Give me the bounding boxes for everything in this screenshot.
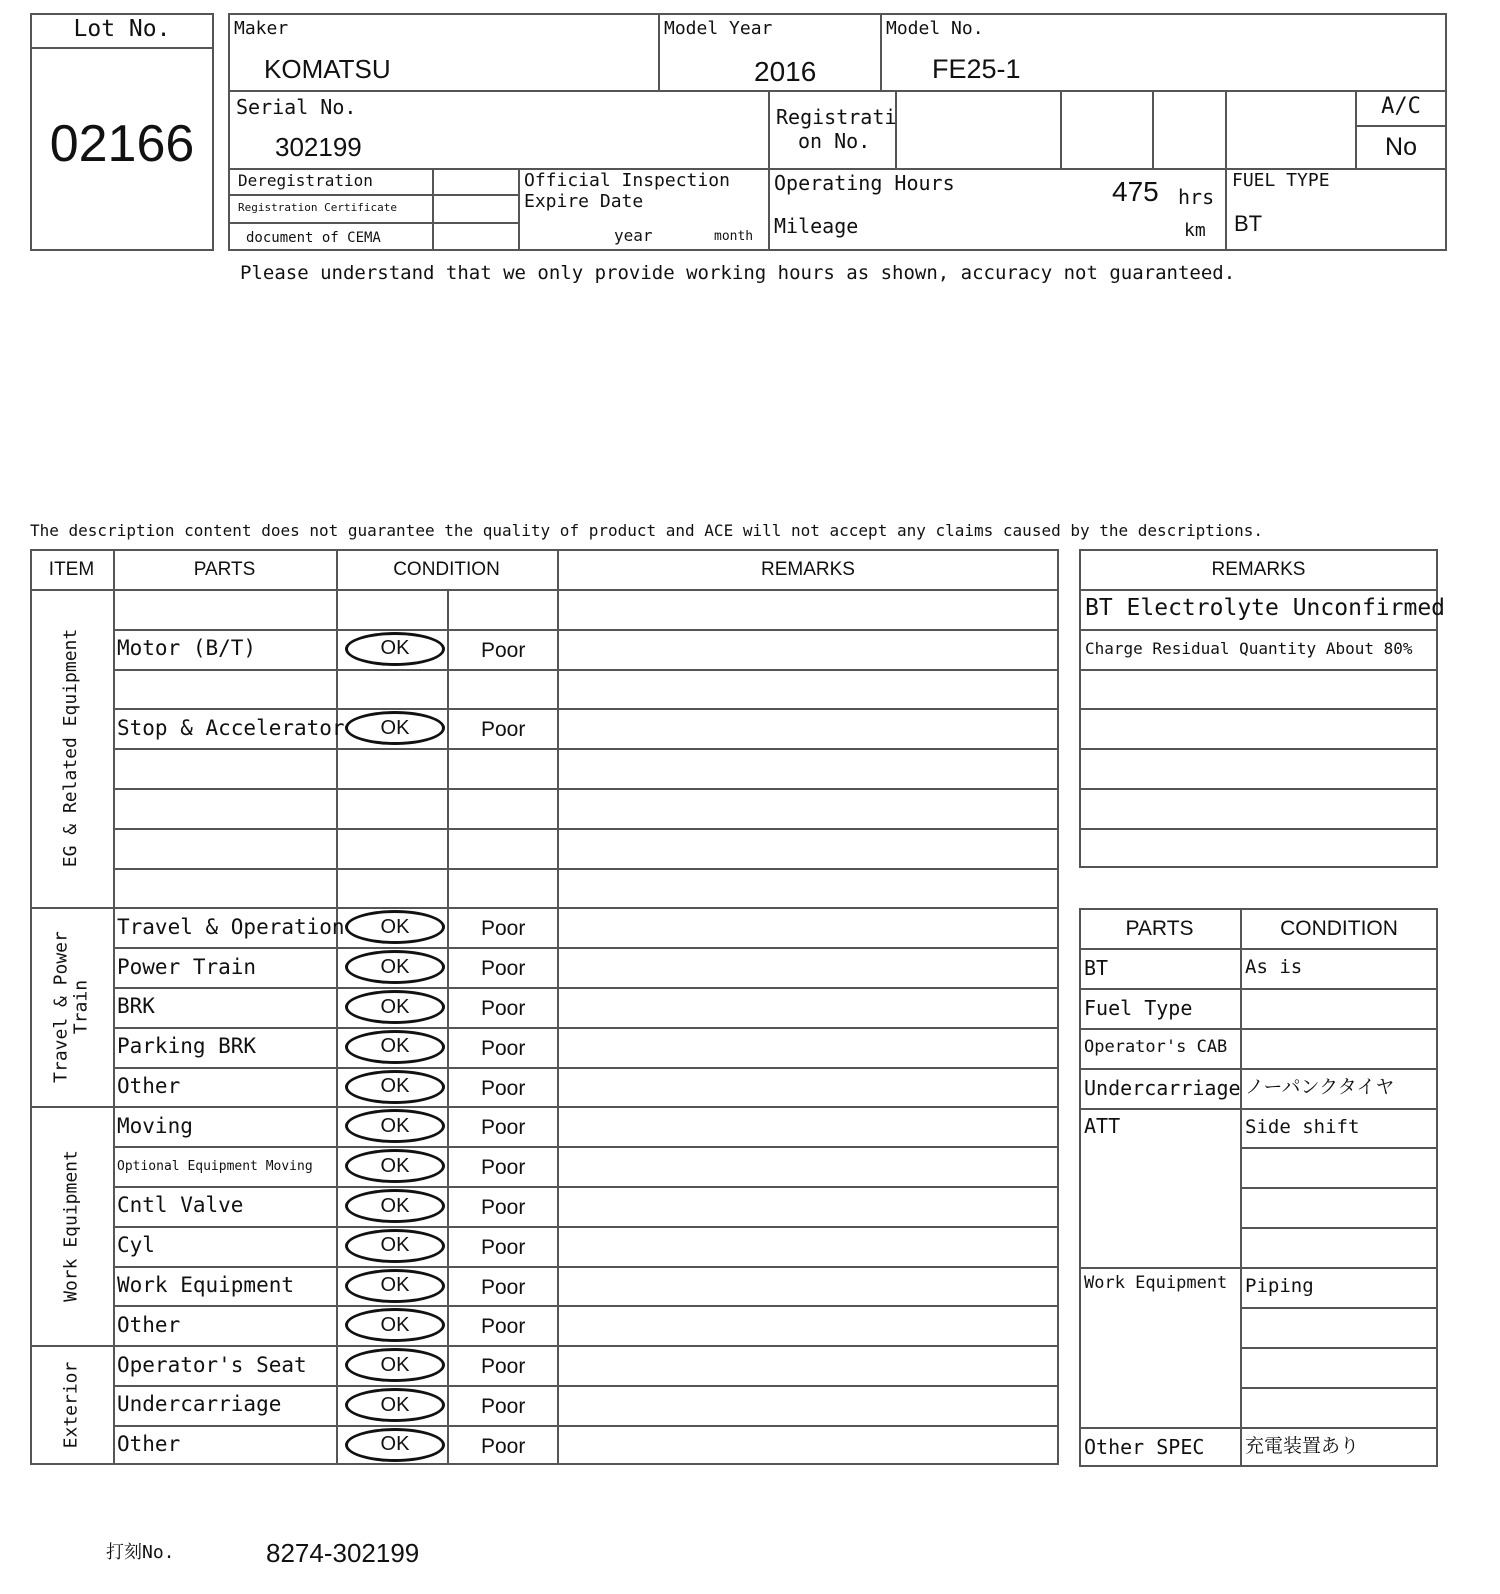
grid-line	[1079, 589, 1438, 591]
ok-rating-circled[interactable]: OK	[345, 990, 445, 1024]
ok-rating-circled[interactable]: OK	[345, 1388, 445, 1422]
spec-part-label: Other SPEC	[1084, 1434, 1205, 1459]
group-label-text: Work Equipment	[60, 1149, 82, 1302]
grid-line	[1240, 1387, 1438, 1389]
ac-value: No	[1385, 133, 1417, 161]
hours-notice: Please understand that we only provide working hours as shown, accuracy not guaranteed.	[240, 262, 1236, 284]
divider	[880, 13, 882, 90]
divider	[30, 47, 214, 49]
spec-condition-value: ノーパンクタイヤ	[1245, 1075, 1395, 1098]
spec-condition-value: 充電装置あり	[1245, 1434, 1360, 1457]
registration-label-2: on No.	[798, 129, 871, 153]
part-name: Operator's Seat	[117, 1352, 307, 1377]
grid-line	[1079, 988, 1438, 990]
spec-part-label: Fuel Type	[1084, 995, 1193, 1020]
part-name: Power Train	[117, 954, 257, 979]
poor-rating[interactable]: Poor	[481, 1156, 526, 1180]
group-label-line: Travel & Power	[50, 931, 72, 1083]
poor-rating[interactable]: Poor	[481, 1116, 526, 1140]
poor-rating[interactable]: Poor	[481, 718, 526, 742]
grid-line	[1240, 1147, 1438, 1149]
fuel-type-label: FUEL TYPE	[1232, 170, 1330, 191]
table-row	[113, 669, 1059, 709]
divider	[1060, 90, 1062, 168]
grid-line	[1079, 669, 1438, 671]
table-row	[113, 987, 1059, 1027]
registration-label-1: Registrati	[776, 105, 897, 129]
grid-line	[1079, 1068, 1438, 1070]
remark-line: Charge Residual Quantity About 80%	[1085, 638, 1413, 658]
maker-label: Maker	[234, 18, 289, 39]
poor-rating[interactable]: Poor	[481, 638, 526, 662]
table-row	[113, 589, 1059, 629]
table-row	[113, 1226, 1059, 1266]
divider	[768, 90, 770, 251]
table-row	[113, 828, 1059, 868]
part-name: Travel & Operation	[117, 914, 345, 939]
lot-label: Lot No.	[73, 16, 171, 42]
divider	[1355, 125, 1447, 127]
table-row	[113, 1067, 1059, 1107]
part-name: Work Equipment	[117, 1273, 295, 1297]
lot-number: 02166	[49, 115, 195, 173]
divider	[658, 13, 660, 90]
ok-rating-circled[interactable]: OK	[345, 950, 445, 984]
cema-label: document of CEMA	[246, 230, 381, 246]
operating-hours-label: Operating Hours	[774, 171, 955, 195]
part-name: Moving	[117, 1113, 193, 1138]
grid-line	[1079, 1427, 1438, 1429]
table-row	[113, 1106, 1059, 1146]
table-row	[113, 1186, 1059, 1226]
fuel-type-value: BT	[1234, 211, 1263, 236]
header-item: ITEM	[48, 559, 95, 580]
group-label	[49, 1345, 93, 1464]
grid-line	[1240, 1347, 1438, 1349]
inspection-label-2: Expire Date	[524, 191, 644, 212]
poor-rating[interactable]: Poor	[481, 1036, 526, 1060]
group-label	[50, 907, 94, 1106]
ok-rating-circled[interactable]: OK	[345, 1428, 445, 1462]
group-label	[50, 589, 94, 907]
ok-rating-circled[interactable]: OK	[345, 1229, 445, 1263]
part-name: Parking BRK	[117, 1034, 257, 1059]
model-no-label: Model No.	[886, 18, 984, 39]
part-name: Optional Equipment Moving	[117, 1158, 313, 1174]
spec-condition-value: Piping	[1245, 1275, 1314, 1298]
group-label	[50, 1106, 94, 1345]
grid-line	[1079, 1108, 1438, 1110]
divider	[432, 168, 434, 251]
table-row	[113, 1305, 1059, 1345]
model-no-value: FE25-1	[932, 54, 1021, 84]
divider	[518, 168, 520, 251]
spec-header-parts: PARTS	[1125, 917, 1194, 940]
model-year-value: 2016	[754, 56, 817, 87]
poor-rating[interactable]: Poor	[481, 1355, 526, 1379]
mileage-unit: km	[1184, 220, 1206, 241]
divider	[895, 90, 897, 168]
registration-certificate-label: Registration Certificate	[238, 201, 397, 214]
stamp-label: 打刻No.	[106, 1542, 175, 1563]
grid-line	[1079, 828, 1438, 830]
deregistration-label: Deregistration	[238, 171, 373, 190]
ok-rating-circled[interactable]: OK	[345, 632, 445, 666]
poor-rating[interactable]: Poor	[481, 997, 526, 1020]
part-name: Motor (B/T)	[117, 636, 257, 661]
grid-line	[1079, 948, 1438, 950]
ok-rating-circled[interactable]: OK	[345, 711, 445, 745]
divider	[228, 194, 518, 196]
grid-line	[1079, 1267, 1438, 1269]
spec-part-label: Undercarriage	[1084, 1075, 1241, 1100]
part-name: Stop & Accelerator	[117, 715, 345, 740]
divider	[228, 90, 1447, 92]
table-row	[113, 748, 1059, 788]
poor-rating[interactable]: Poor	[481, 1275, 526, 1299]
table-row	[113, 788, 1059, 828]
grid-line	[1079, 629, 1438, 631]
ac-label: A/C	[1381, 94, 1421, 119]
poor-rating[interactable]: Poor	[481, 1076, 526, 1100]
spec-condition-value: As is	[1245, 955, 1303, 978]
grid-line	[1079, 748, 1438, 750]
spec-part-label: Operator's CAB	[1084, 1037, 1228, 1058]
part-name: Other	[117, 1074, 181, 1098]
grid-line	[1240, 1227, 1438, 1229]
year-label: year	[614, 226, 653, 245]
operating-hours-value: 475	[1112, 176, 1159, 207]
part-name: Other	[117, 1432, 181, 1457]
mileage-label: Mileage	[774, 214, 859, 238]
spec-part-label: BT	[1084, 955, 1109, 980]
maker-value: KOMATSU	[264, 54, 391, 84]
ok-rating-circled[interactable]: OK	[345, 1149, 445, 1183]
group-label-text: EG & Related Equipment	[60, 628, 82, 868]
poor-rating[interactable]: Poor	[481, 1395, 526, 1418]
ok-rating-circled[interactable]: OK	[345, 1109, 445, 1143]
serial-value: 302199	[275, 132, 362, 162]
part-name: Cyl	[117, 1233, 155, 1258]
divider	[1152, 90, 1154, 168]
part-name: Cntl Valve	[117, 1193, 244, 1218]
part-name: BRK	[117, 994, 155, 1019]
poor-rating[interactable]: Poor	[481, 917, 526, 941]
poor-rating[interactable]: Poor	[481, 1196, 526, 1219]
grid-line	[1079, 788, 1438, 790]
remark-line: BT Electrolyte Unconfirmed	[1085, 595, 1446, 622]
ok-rating-circled[interactable]: OK	[345, 1269, 445, 1303]
header-parts: PARTS	[193, 559, 256, 580]
grid-line	[1240, 1187, 1438, 1189]
remarks-header: REMARKS	[1211, 559, 1306, 580]
spec-part-label: ATT	[1084, 1113, 1121, 1138]
stamp-value: 8274-302199	[266, 1538, 420, 1568]
model-year-label: Model Year	[664, 18, 773, 39]
disclaimer: The description content does not guarantee the quality of product and ACE will not accept any claims caused by the descriptions.	[30, 521, 1263, 540]
group-label-text: Exterior	[60, 1361, 82, 1449]
header-condition: CONDITION	[393, 559, 500, 580]
grid-line	[1079, 708, 1438, 710]
spec-part-label: Work Equipment	[1084, 1273, 1228, 1294]
divider	[228, 222, 518, 224]
inspection-label-1: Official Inspection	[524, 170, 730, 191]
group-label-line: Train	[70, 979, 92, 1034]
spec-condition-value: Side shift	[1245, 1115, 1360, 1138]
header-remarks: REMARKS	[761, 559, 855, 580]
hours-unit: hrs	[1178, 185, 1215, 209]
grid-line	[1240, 1307, 1438, 1309]
poor-rating[interactable]: Poor	[481, 1235, 526, 1259]
poor-rating[interactable]: Poor	[481, 957, 526, 981]
part-name: Undercarriage	[117, 1392, 282, 1417]
spec-header-condition: CONDITION	[1280, 917, 1398, 940]
month-label: month	[714, 229, 754, 244]
ok-rating-circled[interactable]: OK	[345, 1308, 445, 1342]
divider	[1225, 90, 1227, 251]
table-row	[113, 1425, 1059, 1465]
part-name: Other	[117, 1312, 181, 1337]
table-row	[113, 868, 1059, 908]
ok-rating-circled[interactable]: OK	[345, 1070, 445, 1104]
ok-rating-circled[interactable]: OK	[345, 1030, 445, 1064]
poor-rating[interactable]: Poor	[481, 1315, 526, 1339]
poor-rating[interactable]: Poor	[481, 1434, 526, 1458]
grid-line	[1079, 1028, 1438, 1030]
ok-rating-circled[interactable]: OK	[345, 1189, 445, 1223]
ok-rating-circled[interactable]: OK	[345, 1348, 445, 1382]
ok-rating-circled[interactable]: OK	[345, 910, 445, 944]
serial-label: Serial No.	[236, 95, 357, 119]
